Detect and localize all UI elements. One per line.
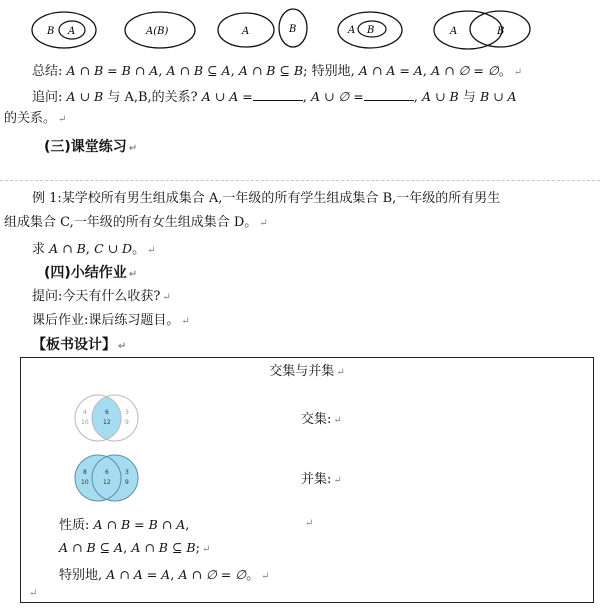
intersection-label-text: 交集: [301, 412, 332, 427]
section-heading-practice-text: (三)课堂练习 [44, 139, 127, 155]
paragraph-mark-icon: ↵ [181, 316, 190, 327]
followup-formula-ba: B ∪ A [479, 89, 517, 104]
property-line-1: 性质: A ∩ B = B ∩ A, [59, 517, 190, 533]
venn5-left-label: A [450, 26, 458, 37]
board-title [21, 360, 593, 379]
venn-bottom-left-1: 8 [83, 469, 87, 476]
venn-top-mid-1: 6 [105, 409, 109, 416]
followup-text-relation: 与 A,B,的关系? [107, 90, 198, 105]
venn-top-right-1: 3 [125, 409, 129, 416]
venn-bottom-mid-1: 6 [105, 469, 109, 476]
venn-bottom-right-2: 9 [125, 479, 129, 486]
venn4-outer-label: A [348, 25, 356, 36]
example-line-2 [4, 214, 600, 233]
venn5-right-label: B [497, 26, 505, 37]
question-line [32, 288, 600, 307]
board-design-box [20, 357, 594, 603]
property-subset-a: A ∩ B ⊆ A [59, 540, 124, 555]
summary-formula-subset-b: A ∩ B ⊆ B [238, 63, 304, 78]
venn-top-mid-2: 12 [103, 419, 111, 426]
venn-bottom-mid-2: 12 [103, 479, 111, 486]
summary-line: 总结: A ∩ B = B ∩ A, A ∩ B ⊆ A, A ∩ B ⊆ B; 特别地, A ∩ A = A, A ∩ ∅ = ∅。 ↵ [32, 63, 523, 79]
followup-label: 追问: [32, 90, 63, 105]
example-text-1: 例 1:某学校所有男生组成集合 A,一年级的所有学生组成集合 B,一年级的所有男生 [32, 191, 501, 206]
venn2-label: A(B) [146, 26, 169, 37]
followup-text-end: 的关系。 [4, 111, 57, 126]
section-heading-practice [44, 138, 600, 158]
intersection-venn-diagram [65, 394, 155, 444]
paragraph-mark-icon: ↵ [128, 143, 138, 154]
summary-special-label: 特别地, [311, 64, 355, 79]
venn-a-subset-b [32, 12, 96, 48]
paragraph-mark-icon: ↵ [58, 114, 67, 125]
property-label: 性质: [59, 518, 90, 533]
venn-disjoint [218, 9, 307, 47]
venn-b-subset-a [338, 12, 402, 48]
board-design-heading [32, 336, 600, 356]
venn4-inner-label: B [367, 25, 375, 36]
venn-top-left-2: 10 [81, 419, 89, 426]
example-line-1 [32, 190, 600, 208]
example-text-2: 组成集合 C,一年级的所有女生组成集合 D。 [4, 215, 258, 230]
section-heading-summary [44, 264, 600, 284]
venn-top-right-2: 9 [125, 419, 129, 426]
venn-bottom-right-1: 3 [125, 469, 129, 476]
homework-line [32, 312, 600, 331]
property-subset-b: A ∩ B ⊆ B [131, 540, 196, 555]
property-idempotent: A ∩ A = A [106, 567, 171, 582]
paragraph-mark-icon: ↵ [333, 475, 342, 486]
venn3-left-label: A [242, 26, 250, 37]
intersection-label [301, 408, 342, 427]
followup-line-2 [4, 110, 600, 129]
summary-formula-idempotent: A ∩ A = A [358, 63, 423, 78]
paragraph-mark-icon: ↵ [118, 341, 127, 352]
paragraph-mark-icon: ↵ [202, 544, 211, 555]
paragraph-mark-icon: ↵ [259, 218, 268, 229]
paragraph-mark-icon: ↵ [305, 518, 314, 529]
property-line-2: A ∩ B ⊆ A, A ∩ B ⊆ B; ↵ [59, 540, 211, 556]
divider [0, 180, 600, 181]
property-special-label: 特别地, [59, 568, 103, 583]
example-ask-line: 求 A ∩ B, C ∪ D。 ↵ [32, 241, 156, 257]
paragraph-mark-icon: ↵ [162, 292, 171, 303]
venn-bottom-left-2: 10 [81, 479, 89, 486]
followup-formula-union-self: A ∪ A = [201, 89, 253, 104]
venn-top-left-1: 4 [83, 409, 87, 416]
example-formula-ab: A ∩ B [49, 241, 86, 256]
union-label [301, 468, 342, 487]
example-formula-cd: C ∪ D [94, 241, 133, 256]
section-heading-summary-text: (四)小结作业 [44, 265, 127, 281]
homework-text: 课后作业:课后练习题目。 [32, 313, 180, 328]
summary-formula-empty: A ∩ ∅ = ∅ [431, 63, 499, 78]
question-text: 提问:今天有什么收获? [32, 289, 161, 304]
summary-label: 总结: [32, 64, 63, 79]
followup-formula-union-empty: A ∪ ∅ = [310, 89, 364, 104]
venn1-inner-label: A [68, 26, 76, 37]
paragraph-mark-icon: ↵ [147, 245, 156, 256]
board-design-title: 【板书设计】 [32, 337, 116, 353]
paragraph-mark-icon: ↵ [261, 571, 270, 582]
venn-a-equals-b [125, 12, 195, 48]
paragraph-mark-icon: ↵ [29, 588, 38, 599]
paragraph-mark-icon: ↵ [513, 67, 523, 78]
followup-text-and: 与 [462, 90, 476, 105]
followup-formula-union: A ∪ B [66, 89, 104, 104]
property-line-3: 特别地, A ∩ A = A, A ∩ ∅ = ∅。 ↵ [59, 567, 270, 583]
summary-formula-commutative: A ∩ B = B ∩ A [66, 63, 159, 78]
followup-line: 追问: A ∪ B 与 A,B,的关系? A ∪ A = , A ∪ ∅ = , A ∪ B 与 B ∪ A [32, 89, 517, 105]
paragraph-mark-icon: ↵ [336, 367, 345, 378]
venn1-outer-label: B [47, 26, 55, 37]
property-commutative: A ∩ B = B ∩ A [93, 517, 186, 532]
venn3-right-label: B [289, 24, 297, 35]
board-title-text: 交集与并集 [269, 364, 335, 379]
venn-diagram-row [0, 0, 600, 60]
example-ask-label: 求 [32, 242, 46, 257]
union-venn-diagram [65, 454, 155, 504]
paragraph-mark-icon: ↵ [333, 415, 342, 426]
answer-blank-2[interactable] [364, 88, 414, 101]
paragraph-mark-icon: ↵ [128, 269, 138, 280]
union-label-text: 并集: [301, 472, 332, 487]
summary-formula-subset-a: A ∩ B ⊆ A [166, 63, 231, 78]
answer-blank-1[interactable] [253, 88, 303, 101]
venn-intersecting [434, 11, 530, 49]
followup-formula-ab: A ∪ B [422, 89, 459, 104]
property-empty: A ∩ ∅ = ∅ [178, 567, 247, 582]
